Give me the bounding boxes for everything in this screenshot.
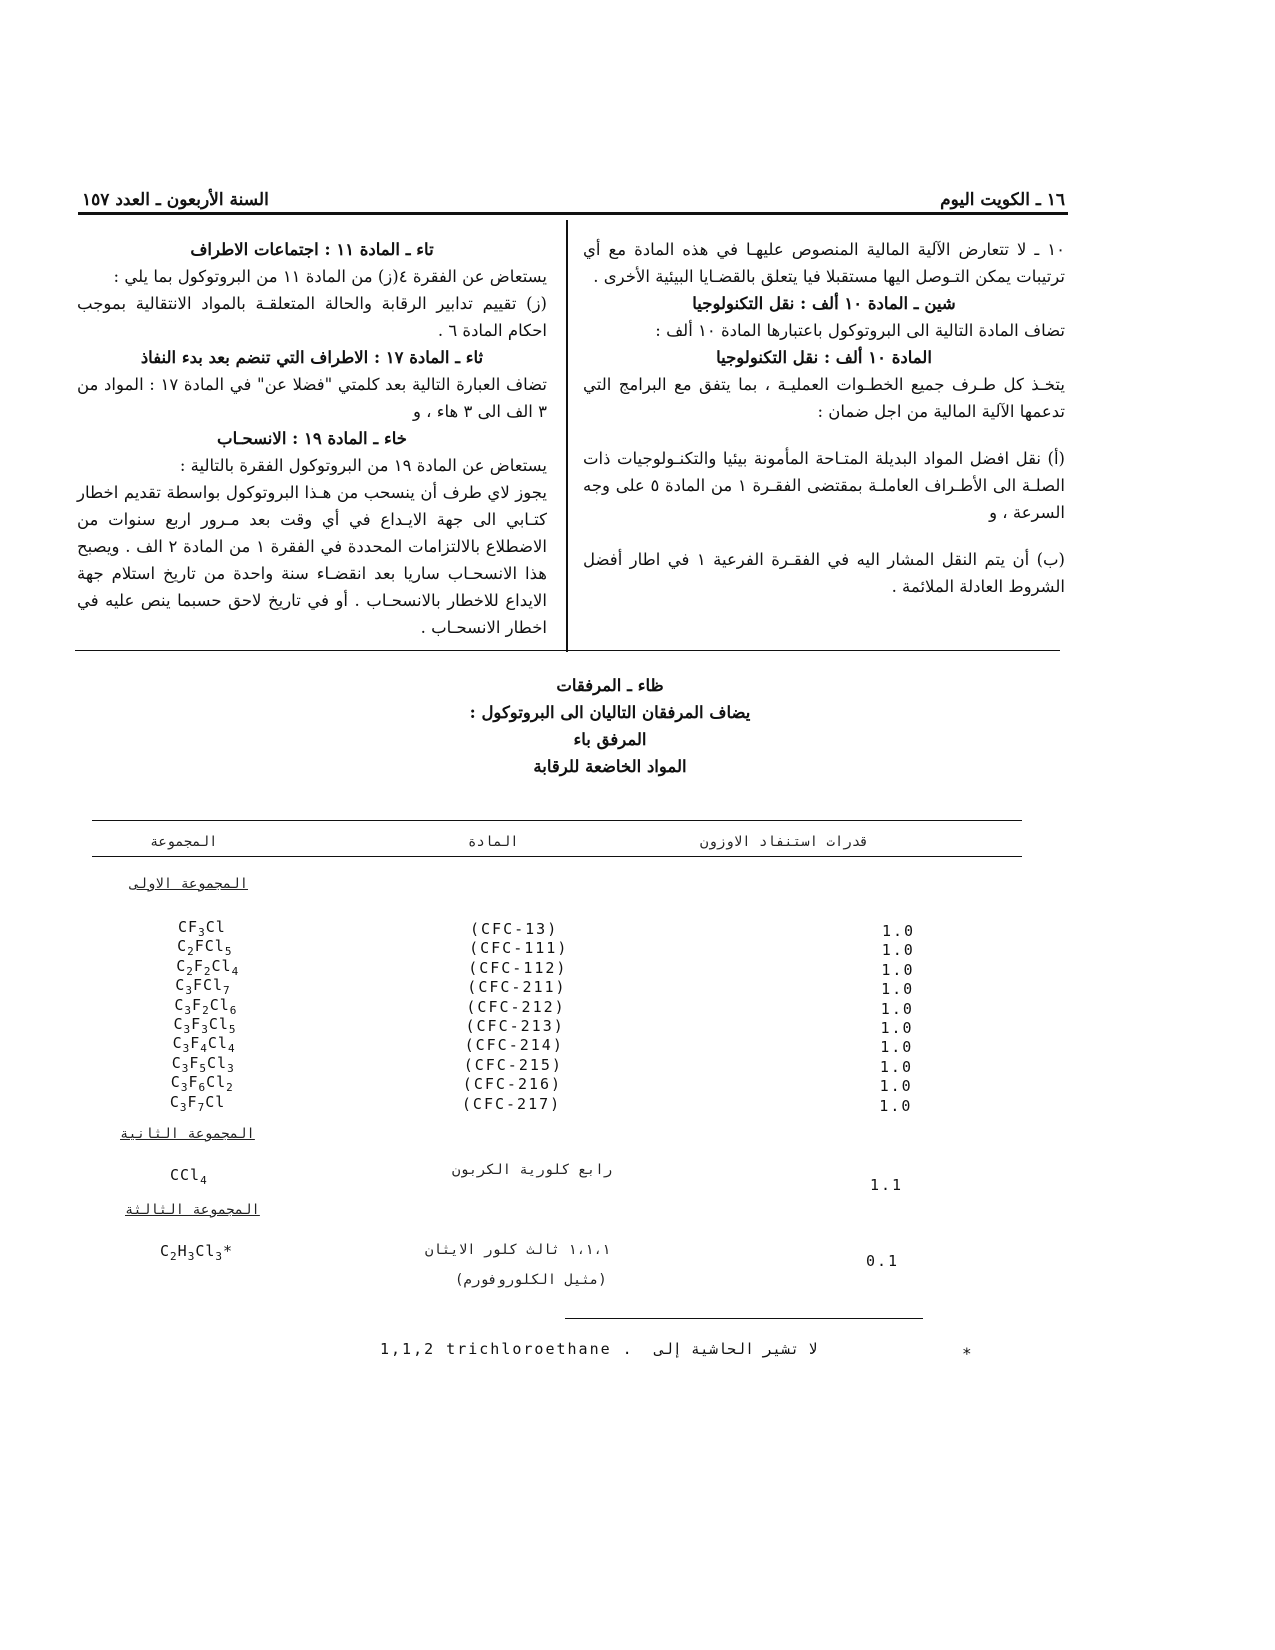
right-column-paragraph-0: ١٠ ـ لا تتعارض الآلية المالية المنصوص عليهـا في هذه المادة مع أي ترتيبات يمكن التـوصل اليها مستقبلا فيا يتعلق بالقضـايا البيئية الأخرى . bbox=[583, 240, 1065, 286]
group1-formula: $C_3F_7Cl$ bbox=[169, 1092, 226, 1114]
group1-formula: $C_3F_2Cl_6$ bbox=[174, 995, 238, 1017]
group3-formula: $C_2H_3Cl_3*$ bbox=[160, 1242, 234, 1263]
right-column-spacer-7 bbox=[583, 526, 1065, 546]
annex-name: المرفق باء bbox=[573, 730, 647, 749]
annex-intro: يضاف المرفقان التاليان الى البروتوكول : bbox=[469, 703, 751, 722]
group1-odp: 1.0 bbox=[881, 941, 915, 960]
group1-odp: 1.0 bbox=[879, 1057, 913, 1076]
left-column-heading-5: خاء ـ المادة ١٩ : الانسحـاب bbox=[217, 429, 407, 448]
group1-code: (CFC-214) bbox=[464, 1036, 564, 1055]
group1-code: (CFC-211) bbox=[467, 978, 567, 997]
group1-formula: $C_3F_5Cl_3$ bbox=[171, 1053, 235, 1075]
group1-odp: 1.0 bbox=[880, 1038, 914, 1057]
left-column-heading-3: ثاء ـ المادة ١٧ : الاطراف التي تنضم بعد بدء النفاذ bbox=[140, 348, 484, 367]
group1-formula: $C_3FCl_7$ bbox=[175, 976, 231, 998]
group2-odp: 1.1 bbox=[870, 1176, 904, 1194]
group1-odp: 1.0 bbox=[879, 1077, 913, 1096]
right-column-spacer-5 bbox=[583, 425, 1065, 445]
left-column-paragraph-6: يستعاض عن المادة ١٩ من البروتوكول الفقرة بالتالية : bbox=[179, 456, 547, 475]
section-rule bbox=[75, 650, 1060, 651]
column-divider bbox=[566, 220, 568, 652]
annex-title: ظاء ـ المرفقات bbox=[556, 676, 664, 695]
table-header-rule bbox=[92, 856, 1022, 857]
group1-odp: 1.0 bbox=[882, 922, 916, 940]
page-header-left: السنة الأربعون ـ العدد ١٥٧ bbox=[82, 190, 269, 210]
group1-odp: 1.0 bbox=[880, 999, 914, 1018]
group1-odp: 1.0 bbox=[880, 1019, 914, 1037]
footnote-text-ar: لا تشير الحاشية إلى bbox=[654, 1340, 818, 1358]
group3-label: المجموعة الثالثة bbox=[125, 1202, 260, 1218]
right-column-paragraph-2: تضاف المادة التالية الى البروتوكول باعتبارها المادة ١٠ ألف : bbox=[655, 321, 1065, 340]
group1-code: (CFC-111) bbox=[469, 939, 569, 958]
group1-formula: $C_3F_4Cl_4$ bbox=[172, 1034, 236, 1056]
group1-odp: 1.0 bbox=[881, 960, 915, 979]
page-header-right: ١٦ ـ الكويت اليوم bbox=[940, 190, 1065, 210]
group1-code: (CFC-217) bbox=[461, 1094, 562, 1113]
right-column bbox=[583, 236, 1065, 600]
group1-formula: $C_3F_6Cl_2$ bbox=[170, 1073, 234, 1095]
table-top-rule bbox=[92, 820, 1022, 821]
footnote-rule bbox=[565, 1318, 923, 1319]
group1-formula: $C_2FCl_5$ bbox=[177, 937, 233, 959]
right-column-paragraph-4: يتخـذ كل طـرف جميع الخطـوات العمليـة ، بما يتفق مع البرامج التي تدعمها الآلية المالية من اجل ضمان : bbox=[583, 375, 1065, 421]
group1-label: المجموعة الاولى bbox=[130, 876, 249, 892]
group2-label: المجموعة الثانية bbox=[120, 1126, 255, 1142]
left-column-paragraph-2: (ز) تقييم تدابير الرقابة والحالة المتعلقـة بالمواد الانتقالية بموجب احكام المادة ٦ . bbox=[77, 294, 547, 340]
group1-formula: $C_3F_3Cl_5$ bbox=[173, 1015, 237, 1036]
header-rule bbox=[78, 212, 1068, 215]
left-column-paragraph-4: تضاف العبارة التالية بعد كلمتي "فضلا عن" في المادة ١٧ : المواد من ٣ الف الى ٣ هاء ، و bbox=[77, 375, 547, 421]
right-column-heading-3: المادة ١٠ ألف : نقل التكنولوجيا bbox=[716, 348, 932, 367]
group3-name-alt: (مثيل الكلوروفورم) bbox=[455, 1272, 607, 1288]
group1-code: (CFC-13) bbox=[470, 920, 559, 938]
column-header-substance: المادة bbox=[468, 834, 519, 850]
footnote bbox=[380, 1340, 817, 1358]
group1-code: (CFC-112) bbox=[468, 958, 568, 977]
group2-formula: CCl$_4$ bbox=[170, 1166, 208, 1187]
column-header-group: المجموعة bbox=[150, 834, 218, 850]
left-column bbox=[77, 236, 547, 641]
group1-code: (CFC-215) bbox=[463, 1055, 563, 1074]
annex-headings bbox=[300, 672, 920, 780]
group1-odp: 1.0 bbox=[881, 980, 915, 999]
footnote-marker: * bbox=[962, 1344, 972, 1363]
group1-formula: $CF_3Cl$ bbox=[178, 918, 226, 939]
column-header-odp: قدرات استنفاد الاوزون bbox=[700, 834, 869, 850]
group1-formula: $C_2F_2Cl_4$ bbox=[176, 956, 240, 978]
right-column-heading-1: شين ـ المادة ١٠ ألف : نقل التكنولوجيا bbox=[692, 294, 956, 313]
group1-code: (CFC-212) bbox=[466, 997, 566, 1016]
footnote-text-en: 1,1,2 trichloroethane . bbox=[380, 1340, 634, 1358]
group2-name: رابع كلورية الكربون bbox=[452, 1162, 613, 1178]
left-column-paragraph-7: يجوز لاي طرف أن ينسحب من هـذا البروتوكول بواسطة تقديم اخطار كتـابي الى جهة الايـداع في أي وقت بعد مـرور اربع سنوات من الاضطلاع بالالتزامات المحددة في الفقرة ١ من المادة ٢ الف . ويصبح هذا الانسحـاب ساريا بعد انقضـاء سنة واحدة من تاريخ استلام جهة الايداع للاخطار بالانسحـاب . أو في تاريخ لاحق حسبما ينص عليه في اخطار الانسحـاب . bbox=[77, 483, 547, 637]
right-column-paragraph-8: (ب) أن يتم النقل المشار اليه في الفقـرة الفرعية ١ في اطار أفضل الشروط العادلة الملائمة . bbox=[583, 550, 1065, 596]
group3-name: ١،١،١ ثالث كلور الايثان bbox=[425, 1242, 611, 1258]
left-column-paragraph-1: يستعاض عن الفقرة ٤(ز) من المادة ١١ من البروتوكول بما يلي : bbox=[113, 267, 547, 286]
group3-odp: 0.1 bbox=[866, 1252, 900, 1270]
left-column-heading-0: تاء ـ المادة ١١ : اجتماعات الاطراف bbox=[190, 240, 434, 259]
group1-code: (CFC-213) bbox=[465, 1017, 565, 1035]
annex-subtitle: المواد الخاضعة للرقابة bbox=[533, 757, 687, 776]
group1-code: (CFC-216) bbox=[462, 1075, 563, 1094]
group1-odp: 1.0 bbox=[879, 1096, 913, 1115]
right-column-paragraph-6: (أ) نقل افضل المواد البديلة المتـاحة المأمونة بيئيا والتكنـولوجيات ذات الصلـة الى الأطـراف العاملـة بمقتضى الفقـرة ١ من المادة ٥ على وجه السرعة ، و bbox=[583, 449, 1065, 522]
